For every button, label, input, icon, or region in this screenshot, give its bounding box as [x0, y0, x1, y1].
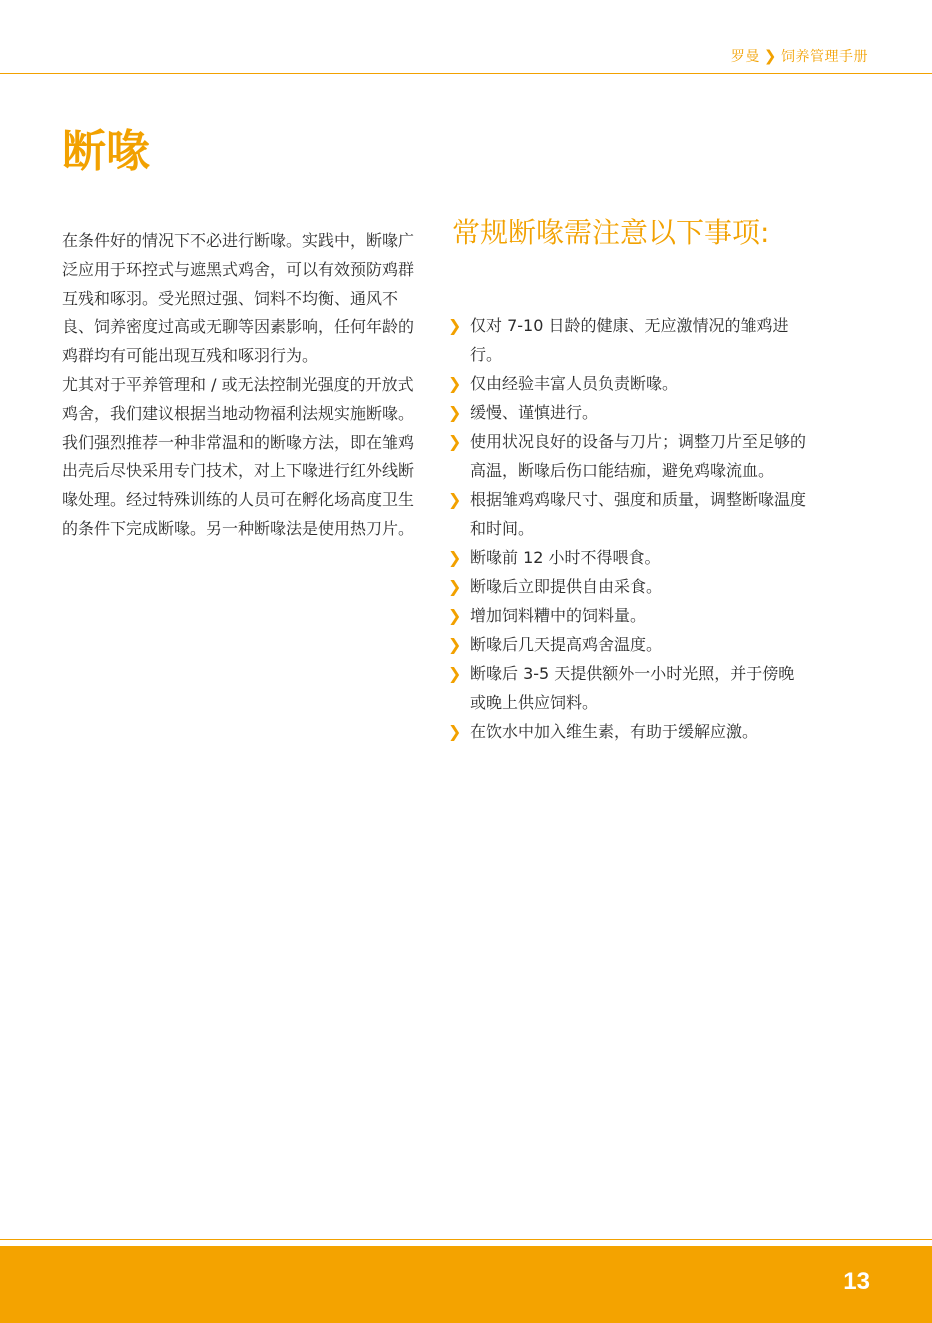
footer-divider — [0, 1239, 932, 1240]
list-item — [448, 543, 808, 572]
list-item-text: 仅对 7-10 日龄的健康、无应激情况的雏鸡进行。 — [470, 316, 789, 364]
list-item-text: 仅由经验丰富人员负责断喙。 — [470, 374, 679, 393]
list-item-text: 断喙后立即提供自由采食。 — [470, 577, 663, 596]
list-item-text: 断喙后几天提高鸡舍温度。 — [470, 635, 663, 654]
page-number: 13 — [843, 1268, 870, 1295]
list-item — [448, 659, 808, 717]
list-item — [448, 601, 808, 630]
header-divider — [0, 73, 932, 74]
chevron-right-icon: ❯ — [448, 635, 462, 654]
list-item — [448, 369, 808, 398]
list-item — [448, 717, 808, 746]
list-item-text: 根据雏鸡鸡喙尺寸、强度和质量，调整断喙温度和时间。 — [470, 490, 807, 538]
chevron-right-icon: ❯ — [448, 490, 462, 509]
chevron-right-icon: ❯ — [448, 664, 462, 683]
chevron-right-icon: ❯ — [448, 548, 462, 567]
chevron-right-icon: ❯ — [448, 577, 462, 596]
breadcrumb — [731, 46, 868, 66]
breadcrumb-brand: 罗曼 — [730, 49, 760, 65]
intro-text — [62, 227, 420, 544]
list-item — [448, 630, 808, 659]
list-item — [448, 398, 808, 427]
footer-band — [0, 1246, 932, 1323]
list-item — [448, 427, 808, 485]
list-item-text: 使用状况良好的设备与刀片；调整刀片至足够的高温，断喙后伤口能结痂，避免鸡喙流血。 — [470, 432, 807, 480]
list-item — [448, 572, 808, 601]
chevron-right-icon: ❯ — [448, 722, 462, 741]
chevron-right-icon: ❯ — [448, 606, 462, 625]
chevron-right-icon: ❯ — [763, 46, 777, 65]
breadcrumb-section: 饲养管理手册 — [781, 49, 868, 65]
list-item — [448, 311, 808, 369]
chevron-right-icon: ❯ — [448, 374, 462, 393]
intro-paragraph-1: 在条件好的情况下不必进行断喙。实践中，断喙广泛应用于环控式与遮黑式鸡舍，可以有效预防鸡群互残和啄羽。受光照过强、饲料不均衡、通风不良、饲养密度过高或无聊等因素影响，任何年龄的鸡群均有可能出现互残和啄羽行为。 — [62, 231, 415, 366]
list-item-text: 断喙前 12 小时不得喂食。 — [470, 548, 661, 567]
chevron-right-icon: ❯ — [448, 432, 462, 451]
list-item-text: 在饮水中加入维生素，有助于缓解应激。 — [470, 722, 759, 741]
list-item-text: 增加饲料糟中的饲料量。 — [470, 606, 647, 625]
chevron-right-icon: ❯ — [448, 316, 462, 335]
list-item-text: 断喙后 3-5 天提供额外一小时光照，并于傍晚或晚上供应饲料。 — [470, 664, 795, 712]
intro-paragraph-2: 尤其对于平养管理和 / 或无法控制光强度的开放式鸡舍，我们建议根据当地动物福利法规实施断喙。我们强烈推荐一种非常温和的断喙方法，即在雏鸡出壳后尽快采用专门技术，对上下喙进行红外线断喙处理。经过特殊训练的人员可在孵化场高度卫生的条件下完成断喙。另一种断喙法是使用热刀片。 — [62, 374, 415, 538]
notes-list — [448, 311, 808, 746]
list-item-text: 缓慢、谨慎进行。 — [470, 403, 599, 422]
chevron-right-icon: ❯ — [448, 403, 462, 422]
page-title: 断喙 — [62, 126, 150, 177]
list-item — [448, 485, 808, 543]
notes-heading: 常规断喙需注意以下事项: — [452, 216, 770, 249]
